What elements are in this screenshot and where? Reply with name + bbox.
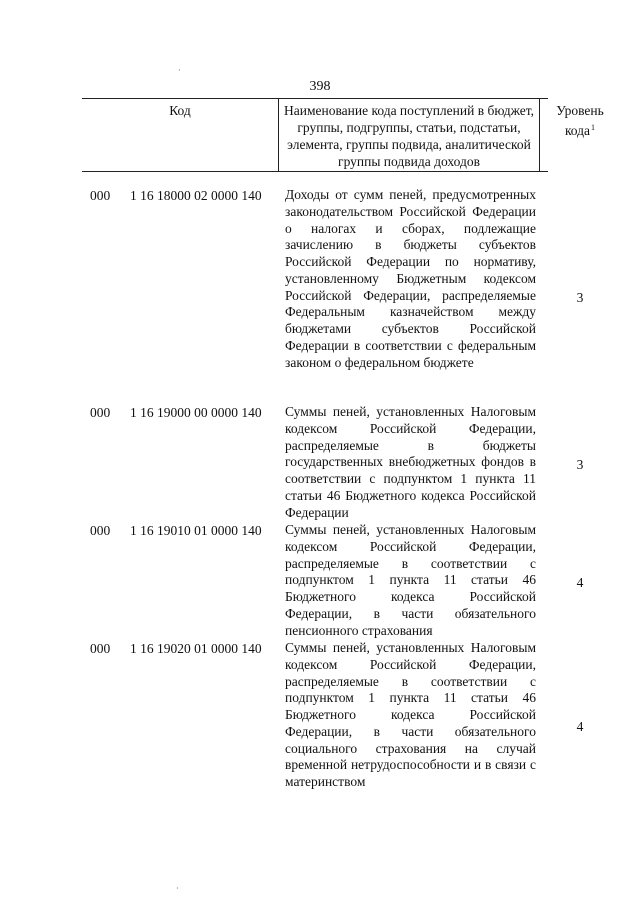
table-header (82, 98, 604, 172)
row-code: 1 16 19010 01 0000 140 (130, 523, 262, 538)
scan-speck: · (176, 884, 179, 893)
page-number: 398 (309, 79, 331, 94)
row-description: Доходы от сумм пеней, предусмотренных законодательством Российской Федерации о налогах и сборах, подлежащие зачислению в бюджеты субъектов Российской Федерации по нормативу, установленному Бюджетным кодексом Российской Федерации, распределяемые Федеральным казначейством между бюджетами субъектов Российской Федерации в соответствии с федеральным законом о федеральном бюджете (285, 187, 536, 370)
header-level-line1: Уровень (556, 103, 604, 118)
row-level: 4 (576, 719, 584, 734)
row-prefix: 000 (90, 188, 111, 203)
header-level-line2: кода (564, 123, 591, 138)
row-level: 3 (576, 457, 584, 472)
row-level: 4 (576, 575, 584, 590)
row-prefix: 000 (90, 641, 111, 656)
row-description: Суммы пеней, установленных Налоговым кодексом Российской Федерации, распределяемые в соответствии с подпунктом 1 пункта 11 статьи 46 Бюджетного кодекса Российской Федерации, в части обязательного социального страхования на случай временной нетрудоспособности и в связи с материнством (285, 640, 536, 789)
header-level (540, 102, 620, 139)
header-level-footnote: 1 (591, 123, 596, 132)
row-prefix: 000 (90, 523, 111, 538)
row-code: 1 16 19000 00 0000 140 (130, 405, 262, 420)
row-code: 1 16 18000 02 0000 140 (130, 188, 262, 203)
header-name: Наименование кода поступлений в бюджет, группы, подгруппы, статьи, подстатьи, элемента, группы подвида, аналитической группы подвида доходов (283, 103, 534, 169)
row-description: Суммы пеней, установленных Налоговым кодексом Российской Федерации, распределяемые в бюджеты государственных внебюджетных фондов в соответствии с подпунктом 1 пункта 11 статьи 46 Бюджетного кодекса Российской Федерации (285, 404, 536, 520)
row-level: 3 (576, 290, 584, 305)
row-prefix: 000 (90, 405, 111, 420)
row-description: Суммы пеней, установленных Налоговым кодексом Российской Федерации, распределяемые в соответствии с подпунктом 1 пункта 11 статьи 46 Бюджетного кодекса Российской Федерации, в части обязательного пенсионного страхования (285, 522, 536, 638)
scan-speck: · (178, 66, 181, 75)
header-code: Код (169, 103, 191, 118)
row-code: 1 16 19020 01 0000 140 (130, 641, 262, 656)
